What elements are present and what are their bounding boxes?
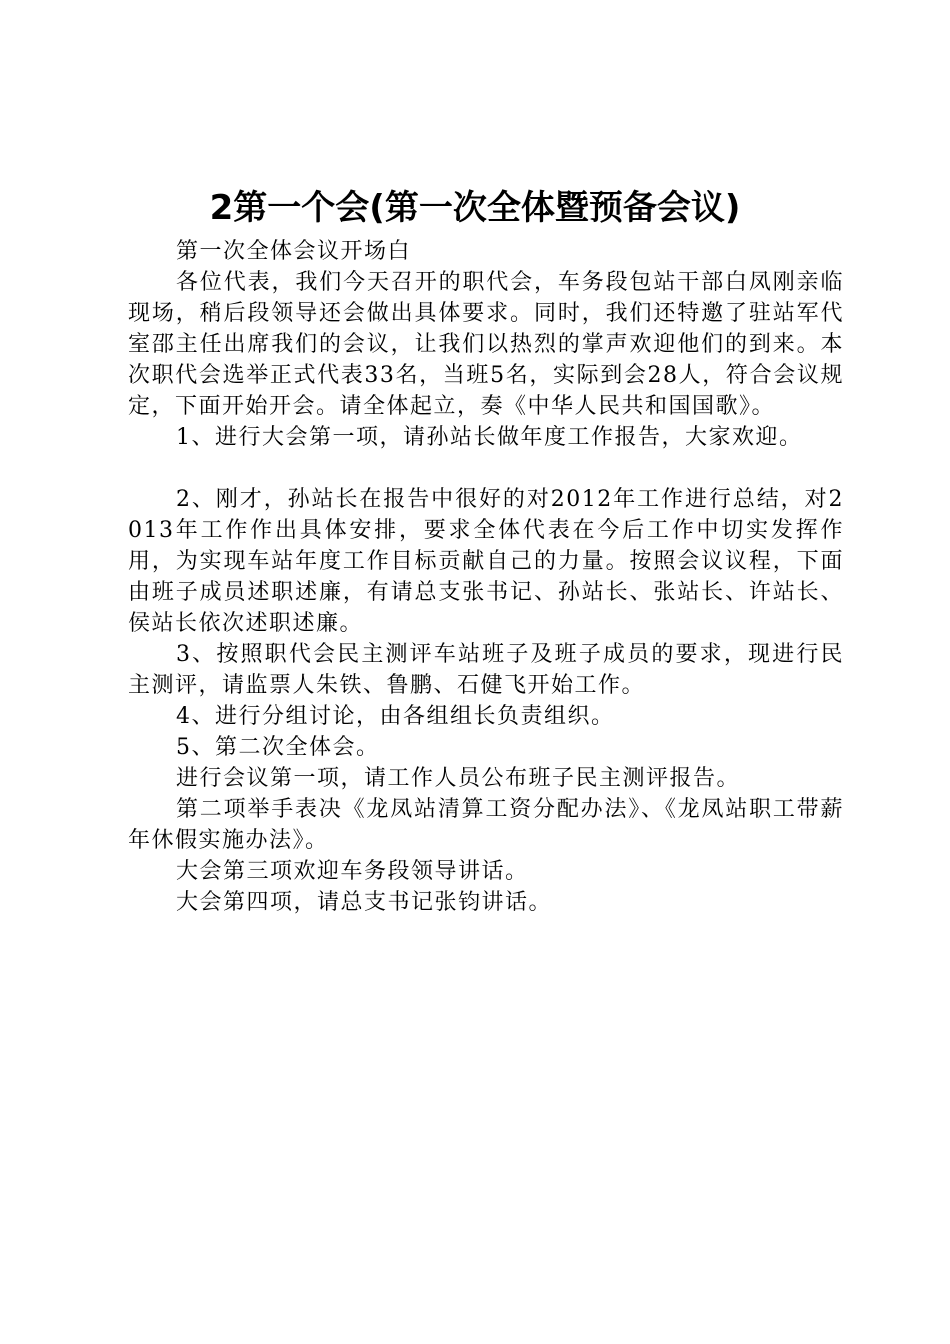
paragraph-opening-heading: 第一次全体会议开场白 <box>176 239 412 264</box>
document-title: 2第一个会(第一次全体暨预备会议) <box>209 188 741 228</box>
paragraph-item-4: 4、进行分组讨论，由各组组长负责组织。 <box>176 704 615 729</box>
paragraph-opening-speech: 各位代表，我们今天召开的职代会，车务段包站干部白凤刚亲临现场，稍后段领导还会做出具体要求。同时，我们还特邀了驻站军代室邵主任出席我们的会议，让我们以热烈的掌声欢迎他们的到来。本次职代会选举正式代表33名，当班5名，实际到会28人，符合会议规定，下面开始开会。请全体起立，奏《中华人民共和国国歌》。 <box>128 270 844 419</box>
paragraph-item-1: 1、进行大会第一项，请孙站长做年度工作报告，大家欢迎。 <box>176 425 803 450</box>
paragraph-item-2: 2、刚才，孙站长在报告中很好的对2012年工作进行总结，对2013年工作作出具体安排，要求全体代表在今后工作中切实发挥作用，为实现车站年度工作目标贡献自己的力量。按照会议议程，下面由班子成员述职述廉，有请总支张书记、孙站长、张站长、许站长、侯站长依次述职述廉。 <box>128 487 844 636</box>
blank-line <box>128 453 844 484</box>
document-body <box>128 236 844 918</box>
paragraph-agenda-third: 大会第三项欢迎车务段领导讲话。 <box>176 859 529 884</box>
paragraph-agenda-second: 第二项举手表决《龙凤站清算工资分配办法》、《龙凤站职工带薪年休假实施办法》。 <box>128 797 844 853</box>
paragraph-item-5: 5、第二次全体会。 <box>176 735 380 760</box>
paragraph-agenda-first: 进行会议第一项，请工作人员公布班子民主测评报告。 <box>176 766 741 791</box>
paragraph-item-3: 3、按照职代会民主测评车站班子及班子成员的要求，现进行民主测评，请监票人朱铁、鲁鹏、石健飞开始工作。 <box>128 642 844 698</box>
paragraph-agenda-fourth: 大会第四项，请总支书记张钧讲话。 <box>176 890 553 915</box>
